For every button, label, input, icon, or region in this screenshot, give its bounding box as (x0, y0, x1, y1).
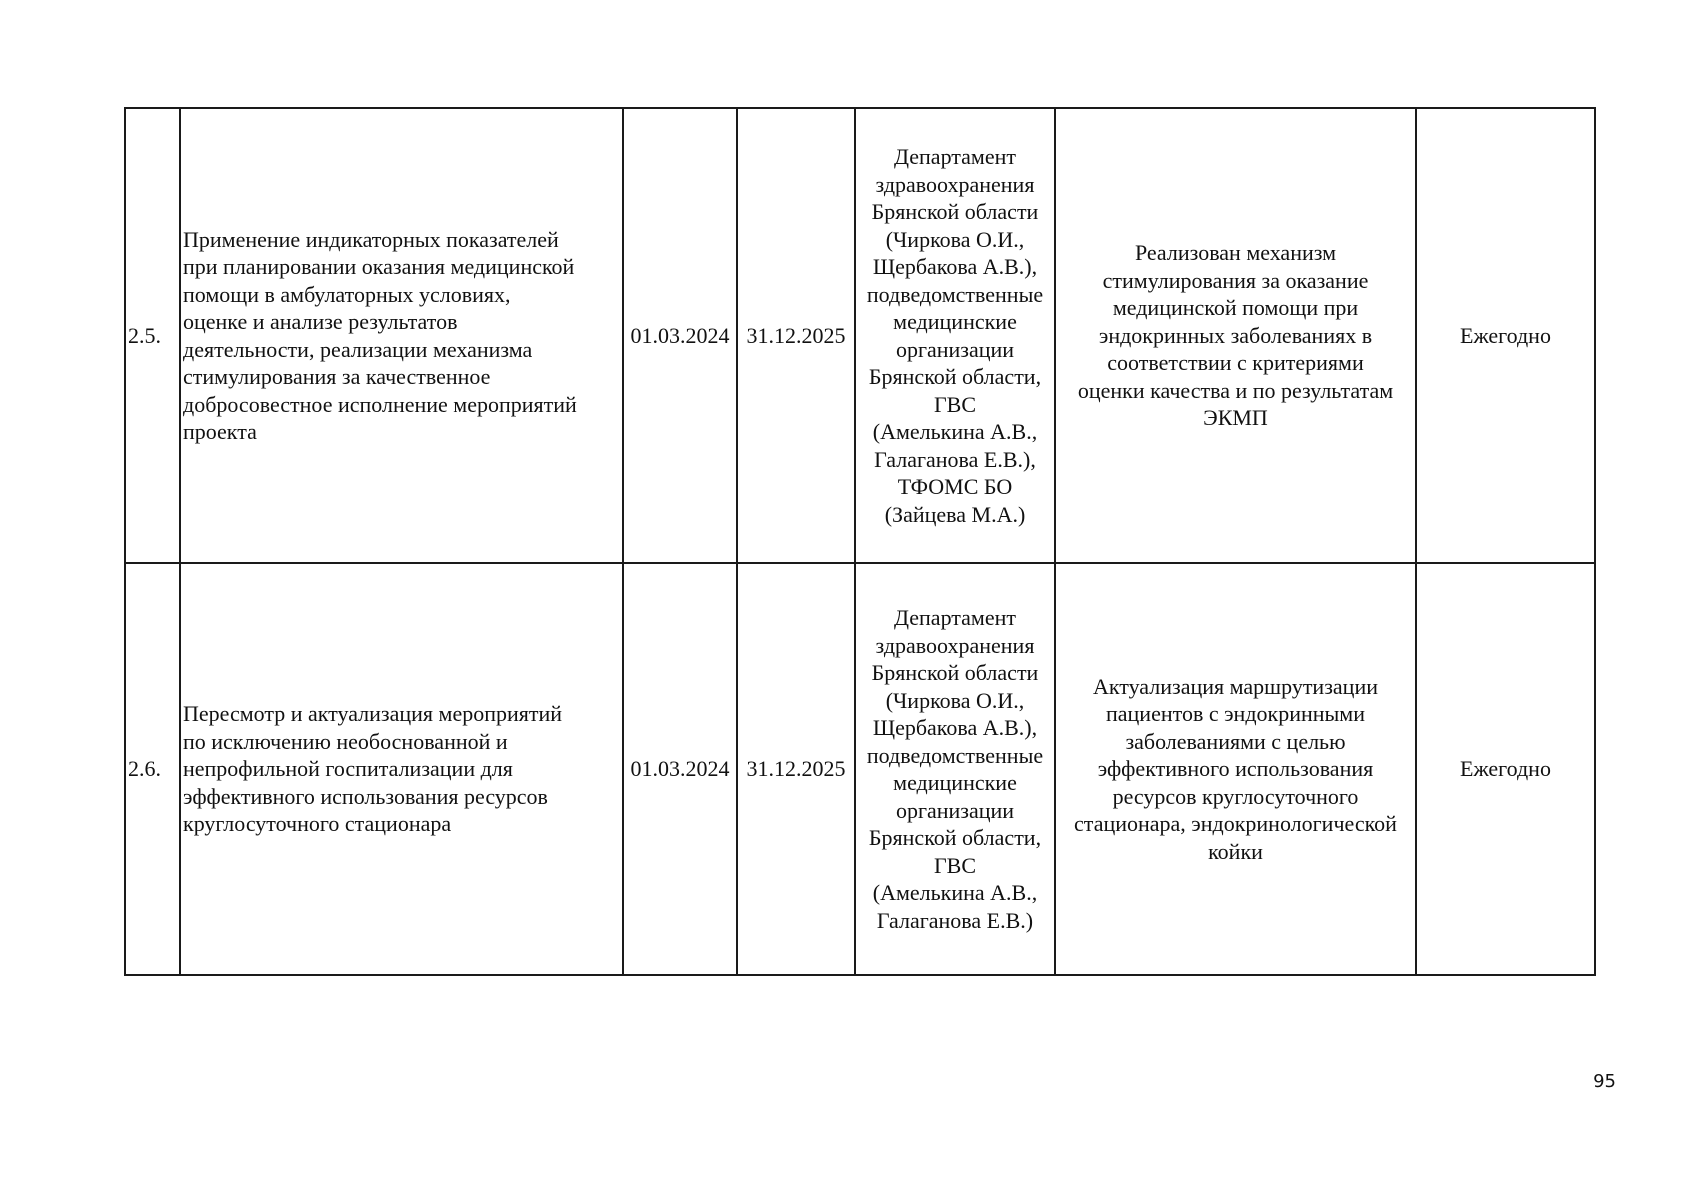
text-line: Пересмотр и актуализация мероприятий (183, 701, 563, 727)
text-line: при планировании оказания медицинской (183, 254, 575, 279)
text-line: оценки качества и по результатам (1077, 377, 1394, 403)
end-date-cell: 31.12.2025 (737, 108, 855, 563)
text-line: деятельности, реализации механизма (183, 336, 533, 362)
start-date-cell: 01.03.2024 (623, 108, 737, 563)
item-number-cell: 2.5. (125, 108, 180, 563)
text-line: медицинские (893, 309, 1017, 334)
text-line: (Амелькина А.В., (872, 419, 1038, 444)
end-date-cell: 31.12.2025 (737, 563, 855, 975)
text-line: добросовестное исполнение мероприятий (183, 391, 577, 417)
text-line: Брянской области, (868, 825, 1042, 850)
text-line: медицинской помощи при (1112, 295, 1359, 321)
text-line: ресурсов круглосуточного (1112, 783, 1359, 809)
text-line: проекта (183, 419, 257, 444)
text-line: эффективного использования ресурсов (183, 783, 548, 809)
text-line: оценке и анализе результатов (183, 309, 458, 334)
text-line: ГВС (933, 391, 977, 417)
text-line: организации (895, 797, 1015, 823)
text-line: Галаганова Е.В.) (876, 907, 1034, 933)
text-line: Брянской области (871, 660, 1039, 685)
text-line: (Чиркова О.И., (885, 687, 1025, 713)
text-line: (Зайцева М.А.) (884, 501, 1026, 527)
text-line: койки (1208, 838, 1263, 864)
text-line: помощи в амбулаторных условиях, (183, 281, 511, 307)
text-line: подведомственные (866, 281, 1044, 307)
text-line: стационара, эндокринологической (1074, 811, 1397, 837)
text-line: Щербакова А.В.), (872, 715, 1038, 740)
text-line: круглосуточного стационара (183, 811, 452, 837)
text-line: заболеваниями с целью (1125, 728, 1346, 754)
responsible-cell (855, 108, 1055, 563)
text-line: по исключению необоснованной и (183, 728, 508, 754)
text-line: ЭКМП (1203, 405, 1268, 431)
text-line: здравоохранения (875, 632, 1035, 658)
expected-result-cell (1055, 563, 1416, 975)
table-row (125, 563, 1595, 975)
text-line: Применение индикаторных показателей (183, 226, 559, 252)
text-line: организации (895, 336, 1015, 362)
text-line: Брянской области (871, 199, 1039, 224)
text-line: эндокринных заболеваниях в (1098, 322, 1373, 348)
text-line: Реализован механизм (1134, 240, 1337, 266)
text-line: Департамент (893, 144, 1016, 169)
text-line: ГВС (933, 852, 977, 878)
text-line: эффективного использования (1097, 756, 1374, 782)
frequency-cell: Ежегодно (1416, 563, 1595, 975)
text-line: подведомственные (866, 742, 1044, 768)
table-row (125, 108, 1595, 563)
start-date-cell: 01.03.2024 (623, 563, 737, 975)
text-line: медицинские (893, 770, 1017, 795)
text-line: здравоохранения (875, 171, 1035, 197)
text-line: Щербакова А.В.), (872, 254, 1038, 279)
frequency-cell: Ежегодно (1416, 108, 1595, 563)
text-line: Департамент (893, 605, 1016, 630)
item-number-cell: 2.6. (125, 563, 180, 975)
text-line: пациентов с эндокринными (1106, 701, 1365, 727)
text-line: непрофильной госпитализации для (183, 756, 513, 782)
text-line: Брянской области, (868, 364, 1042, 389)
page-number: 95 (1593, 1071, 1616, 1092)
activity-name-cell (180, 563, 623, 975)
text-line: стимулирования за качественное (183, 364, 491, 389)
text-line: (Амелькина А.В., (872, 880, 1038, 905)
activities-table (124, 107, 1596, 976)
text-line: (Чиркова О.И., (885, 226, 1025, 252)
text-line: ТФОМС БО (897, 474, 1013, 499)
text-line: стимулирования за оказание (1102, 267, 1369, 293)
expected-result-cell (1055, 108, 1416, 563)
responsible-cell (855, 563, 1055, 975)
text-line: Галаганова Е.В.), (874, 446, 1036, 472)
text-line: Актуализация маршрутизации (1092, 673, 1378, 699)
activity-name-cell (180, 108, 623, 563)
text-line: соответствии с критериями (1107, 350, 1364, 376)
